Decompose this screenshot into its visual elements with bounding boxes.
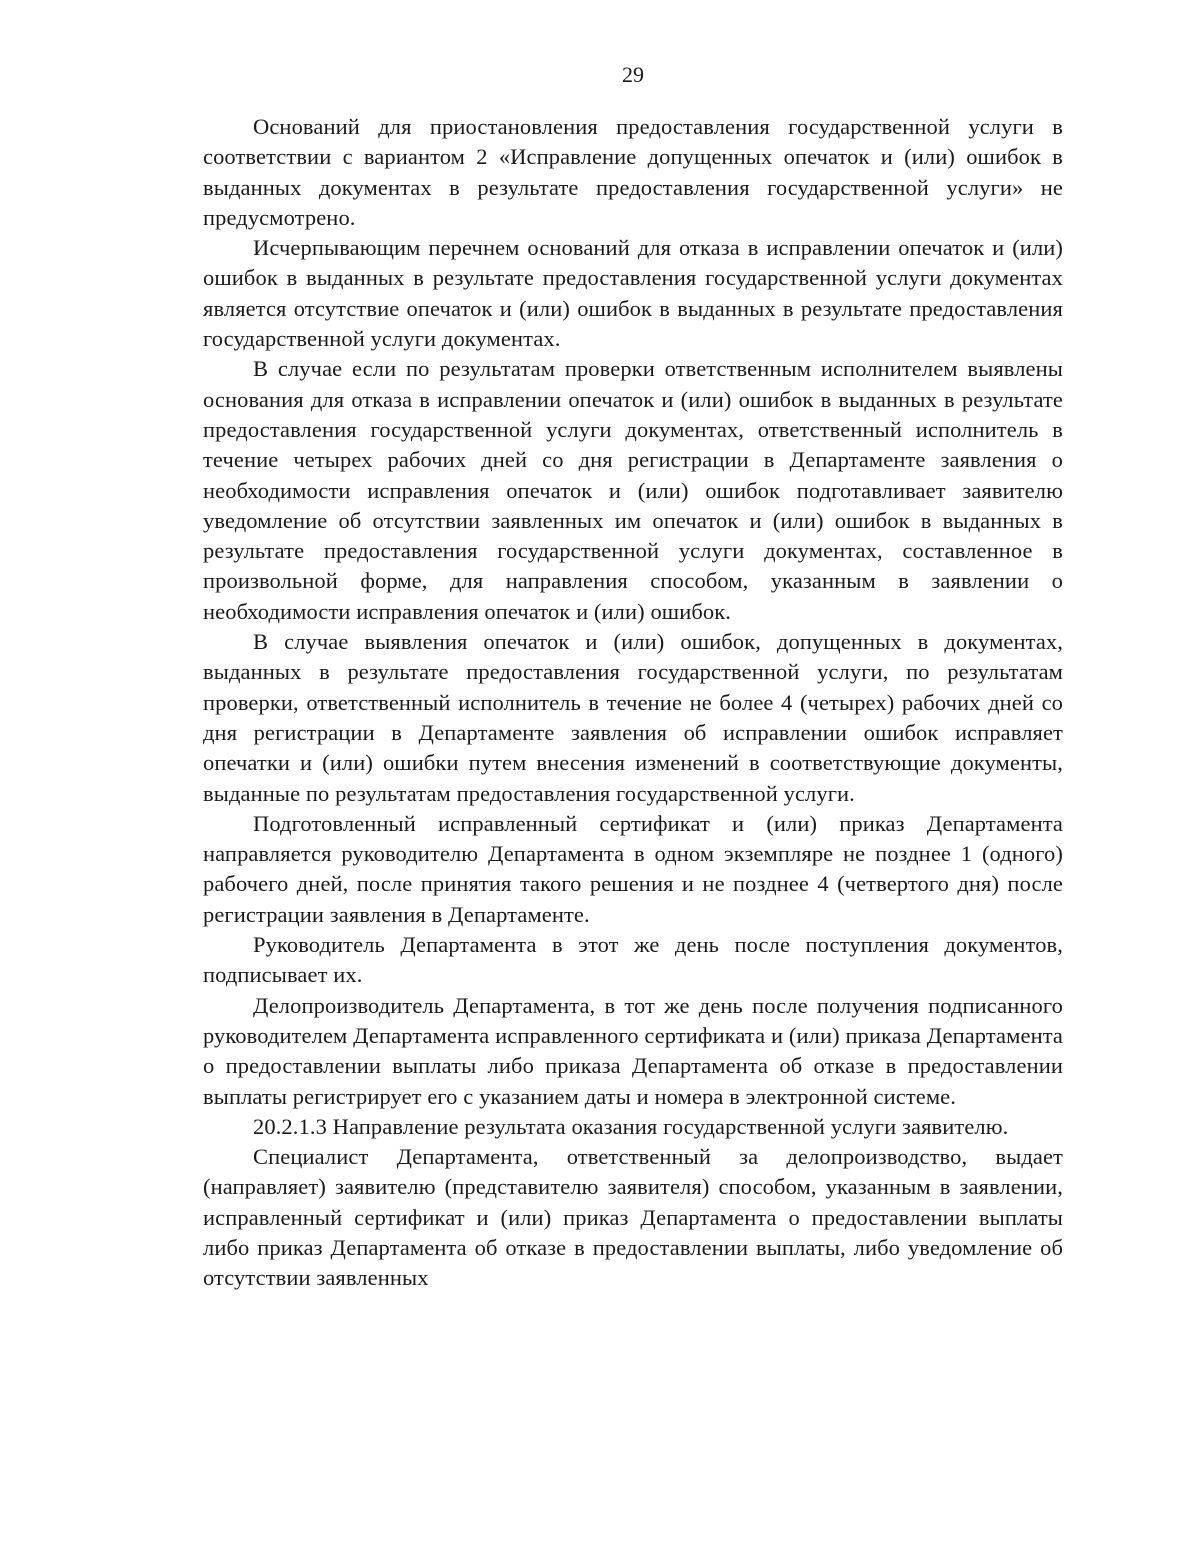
paragraph-registration: Делопроизводитель Департамента, в тот же день после получения подписанного руководителем Департамента исправленного сертификата и (или) приказа Департамента о предоставлении выплаты либо приказа Департамента об отказе в предоставлении выплаты регистрирует его с указанием даты и номера в электронной системе. bbox=[203, 992, 1063, 1109]
page-number: 29 bbox=[622, 62, 644, 87]
paragraph-refusal-grounds: Исчерпывающим перечнем оснований для отказа в исправлении опечаток и (или) ошибок в выданных в результате предоставления государственной услуги документах является отсутствие опечаток и (или) ошибок в выданных в результате предоставления государственной услуги документах. bbox=[203, 235, 1063, 352]
paragraph-result-delivery: Специалист Департамента, ответственный за делопроизводство, выдает (направляет) заявителю (представителю заявителя) способом, указанным в заявлении, исправленный сертификат и (или) приказ Департамента о предоставлении выплаты либо приказ Департамента об отказе в предоставлении выплаты, либо уведомление об отсутствии заявленных bbox=[203, 1144, 1063, 1291]
section-heading-20-2-1-3: 20.2.1.3 Направление результата оказания государственной услуги заявителю. bbox=[253, 1113, 1009, 1139]
paragraph-certificate-submission: Подготовленный исправленный сертификат и (или) приказ Департамента направляется руководителю Департамента в одном экземпляре не позднее 1 (одного) рабочего дней, после принятия такого решения и не позднее 4 (четвертого дня) после регистрации заявления в Департаменте. bbox=[203, 810, 1063, 927]
document-body bbox=[203, 112, 1063, 1294]
paragraph-head-signing: Руководитель Департамента в этот же день после поступления документов, подписывает их. bbox=[203, 932, 1063, 988]
paragraph-refusal-notice: В случае если по результатам проверки ответственным исполнителем выявлены основания для отказа в исправлении опечаток и (или) ошибок в выданных в результате предоставления государственной услуги документах, ответственный исполнитель в течение четырех рабочих дней со дня регистрации в Департаменте заявления о необходимости исправления опечаток и (или) ошибок подготавливает заявителю уведомление об отсутствии заявленных им опечаток и (или) ошибок в выданных в результате предоставления государственной услуги документах, составленное в произвольной форме, для направления способом, указанным в заявлении о необходимости исправления опечаток и (или) ошибок. bbox=[203, 356, 1063, 624]
paragraph-error-correction: В случае выявления опечаток и (или) ошибок, допущенных в документах, выданных в результате предоставления государственной услуги, по результатам проверки, ответственный исполнитель в течение не более 4 (четырех) рабочих дней со дня регистрации в Департаменте заявления об исправлении ошибок исправляет опечатки и (или) ошибки путем внесения изменений в соответствующие документы, выданные по результатам предоставления государственной услуги. bbox=[203, 629, 1063, 806]
paragraph-suspension-grounds: Оснований для приостановления предоставления государственной услуги в соответствии с вариантом 2 «Исправление допущенных опечаток и (или) ошибок в выданных документах в результате предоставления государственной услуги» не предусмотрено. bbox=[203, 114, 1063, 230]
